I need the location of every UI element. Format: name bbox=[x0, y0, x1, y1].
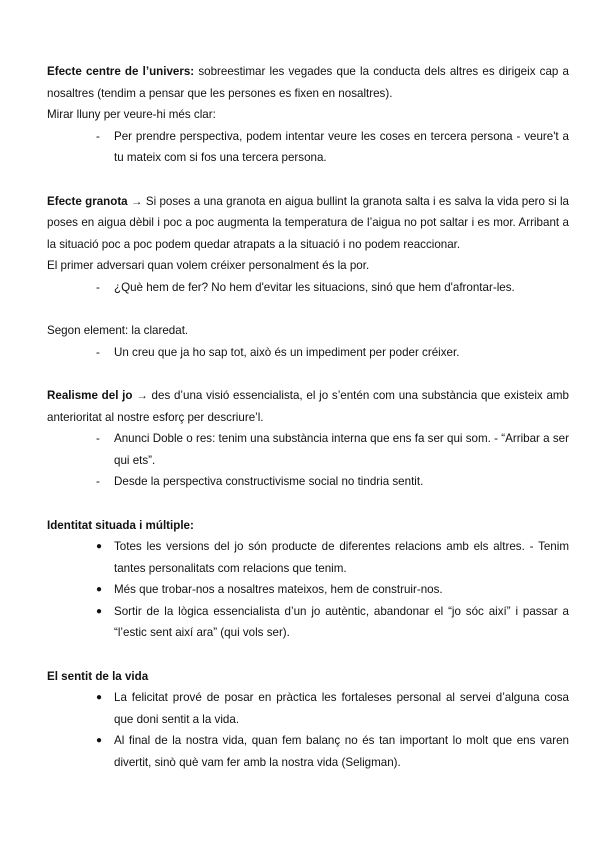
dash-marker: - bbox=[96, 475, 100, 488]
bullet-marker: ● bbox=[96, 541, 103, 552]
text-centre-univers: sobreestimar les vegades que la conducta dels altres es dirigeix cap a nosaltres (tendim a pensar que les persones es fixen en nosaltres). bbox=[47, 65, 569, 100]
paragraph-segon-element: Segon element: la claredat. bbox=[47, 324, 189, 337]
list-segon-element bbox=[47, 342, 569, 364]
dash-marker: - bbox=[96, 345, 100, 359]
document-content bbox=[47, 61, 569, 773]
dash-marker: - bbox=[96, 280, 100, 294]
paragraph-realisme-jo bbox=[47, 385, 569, 428]
list-sentit-vida bbox=[47, 687, 569, 773]
list-item: ● Més que trobar-nos a nosaltres mateixos, hem de construir-nos. bbox=[47, 579, 569, 601]
dash-marker: - bbox=[96, 129, 100, 143]
heading-centre-univers: Efecte centre de l’univers: bbox=[47, 65, 195, 78]
list-identitat-situada bbox=[47, 536, 569, 644]
heading-sentit-vida: El sentit de la vida bbox=[47, 669, 149, 683]
heading-realisme-jo: Realisme del jo bbox=[47, 389, 133, 402]
bullet-marker: ● bbox=[96, 692, 103, 703]
list-item: ● Al final de la nostra vida, quan fem balanç no és tan important lo molt que ens varen divertit, sinò què vam fer amb la nostra vida (Seligman). bbox=[47, 730, 569, 773]
heading-efecte-granota: Efecte granota bbox=[47, 194, 128, 208]
dash-marker: - bbox=[96, 432, 100, 445]
list-centre-univers bbox=[47, 126, 569, 169]
paragraph-mirar-lluny: Mirar lluny per veure-hi més clar: bbox=[47, 108, 216, 121]
list-item: ● Totes les versions del jo són producte de diferentes relacions amb els altres. - Tenim tantes personalitats com relacions que tenim. bbox=[47, 536, 569, 579]
paragraph-primer-adversari: El primer adversari quan volem créixer personalment és la por. bbox=[47, 259, 370, 272]
list-item: - ¿Què hem de fer? No hem d'evitar les situacions, sinó que hem d'afrontar-les. bbox=[47, 277, 569, 299]
bullet-marker: ● bbox=[96, 735, 103, 746]
list-item: ● Sortir de la lògica essencialista d’un jo autèntic, abandonar el “jo sóc així” i passar a “l’estic sent així ara” (qui vols ser). bbox=[47, 601, 569, 644]
bullet-marker: ● bbox=[96, 605, 103, 617]
list-item: - Anunci Doble o res: tenim una substància interna que ens fa ser qui som. - “Arribar a ser qui ets”. bbox=[47, 428, 569, 471]
text-realisme-jo: → des d’una visió essencialista, el jo s’entén com una substància que existeix amb anterioritat al nostre esforç per descriure’l. bbox=[47, 389, 569, 424]
list-efecte-granota bbox=[47, 277, 569, 299]
list-realisme-jo bbox=[47, 428, 569, 493]
list-item: - Desde la perspectiva constructivisme social no tindria sentit. bbox=[47, 471, 569, 493]
list-item: - Per prendre perspectiva, podem intentar veure les coses en tercera persona - veure't a tu mateix com si fos una tercera persona. bbox=[47, 126, 569, 169]
paragraph-efecte-granota bbox=[47, 191, 569, 256]
paragraph-centre-univers bbox=[47, 61, 569, 104]
list-item: ● La felicitat prové de posar en pràctica les fortaleses personal al servei d’alguna cosa que doni sentit a la vida. bbox=[47, 687, 569, 730]
bullet-marker: ● bbox=[96, 584, 103, 595]
heading-identitat-situada: Identitat situada i múltiple: bbox=[47, 518, 194, 532]
list-item: - Un creu que ja ho sap tot, això és un impediment per poder créixer. bbox=[47, 342, 569, 364]
text-efecte-granota: → Si poses a una granota en aigua bullint la granota salta i es salva la vida pero si la poses en aigua dèbil i poc a poc augmenta la temperatura de l’aigua no pot saltar i es mor. Arribant a la situació poc a poc podem quedar atrapats a la situació i no podem reaccionar. bbox=[47, 194, 569, 251]
